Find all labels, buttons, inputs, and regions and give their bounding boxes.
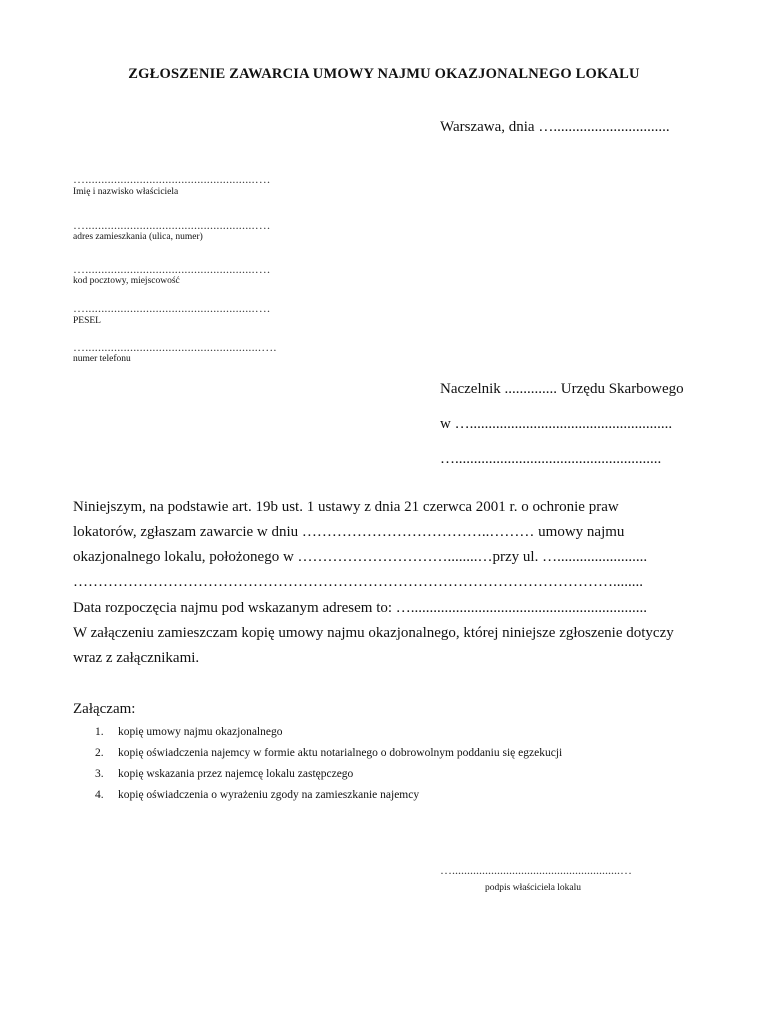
attachment-item: kopię wskazania przez najemcę lokalu zastępczego	[118, 768, 354, 780]
tax-office-extra: ….......................................................	[440, 451, 662, 467]
owner-name-label: Imię i nazwisko właściciela	[73, 187, 179, 197]
attachment-note-line-2: wraz z załącznikami.	[73, 650, 200, 666]
attachment-item: kopię umowy najmu okazjonalnego	[118, 726, 283, 738]
attachment-item: kopię oświadczenia najemcy w formie aktu notarialnego o dobrowolnym poddaniu się egzekucji	[118, 747, 563, 759]
document-title: ZGŁOSZENIE ZAWARCIA UMOWY NAJMU OKAZJONALNEGO LOKALU	[128, 66, 640, 82]
owner-postal-dots: ….....................................................….	[73, 262, 271, 276]
owner-phone-dots: ….......................................................….	[73, 340, 277, 354]
owner-postal-label: kod pocztowy, miejscowość	[73, 276, 180, 286]
body-line-1: Niniejszym, na podstawie art. 19b ust. 1 ustawy z dnia 21 czerwca 2001 r. o ochronie praw	[73, 499, 619, 515]
place-date-field: Warszawa, dnia …...............................	[440, 119, 670, 135]
attachment-item: kopię oświadczenia o wyrażeniu zgody na zamieszkanie najemcy	[118, 789, 420, 801]
owner-name-dots: ….....................................................….	[73, 172, 271, 186]
attachment-number: 1.	[95, 726, 104, 738]
owner-pesel-label: PESEL	[73, 316, 101, 326]
body-line-3: okazjonalnego lokalu, położonego w …………………………........…przy ul. …........................	[73, 549, 648, 565]
signature-dots: …........................................................…	[440, 863, 632, 877]
attachments-heading: Załączam:	[73, 701, 136, 717]
signature-label: podpis właściciela lokalu	[485, 883, 582, 893]
attachment-number: 2.	[95, 747, 104, 759]
body-line-4: ………………………………………………………………………………………………........	[73, 574, 643, 590]
attachment-note-line-1: W załączeniu zamieszczam kopię umowy najmu okazjonalnego, której niniejsze zgłoszenie dotyczy	[73, 625, 674, 641]
owner-address-dots: ….....................................................….	[73, 218, 271, 232]
lease-start-line: Data rozpoczęcia najmu pod wskazanym adresem to: …...............................................................	[73, 600, 648, 616]
owner-phone-label: numer telefonu	[73, 354, 131, 364]
attachment-number: 3.	[95, 768, 104, 780]
tax-office-head: Naczelnik .............. Urzędu Skarbowego	[440, 381, 684, 397]
attachment-number: 4.	[95, 789, 104, 801]
owner-pesel-dots: ….....................................................….	[73, 301, 271, 315]
body-line-2: lokatorów, zgłaszam zawarcie w dniu ………………………………..……… umowy najmu	[73, 524, 625, 540]
tax-office-city: w …......................................................	[440, 416, 673, 432]
owner-address-label: adres zamieszkania (ulica, numer)	[73, 232, 203, 242]
